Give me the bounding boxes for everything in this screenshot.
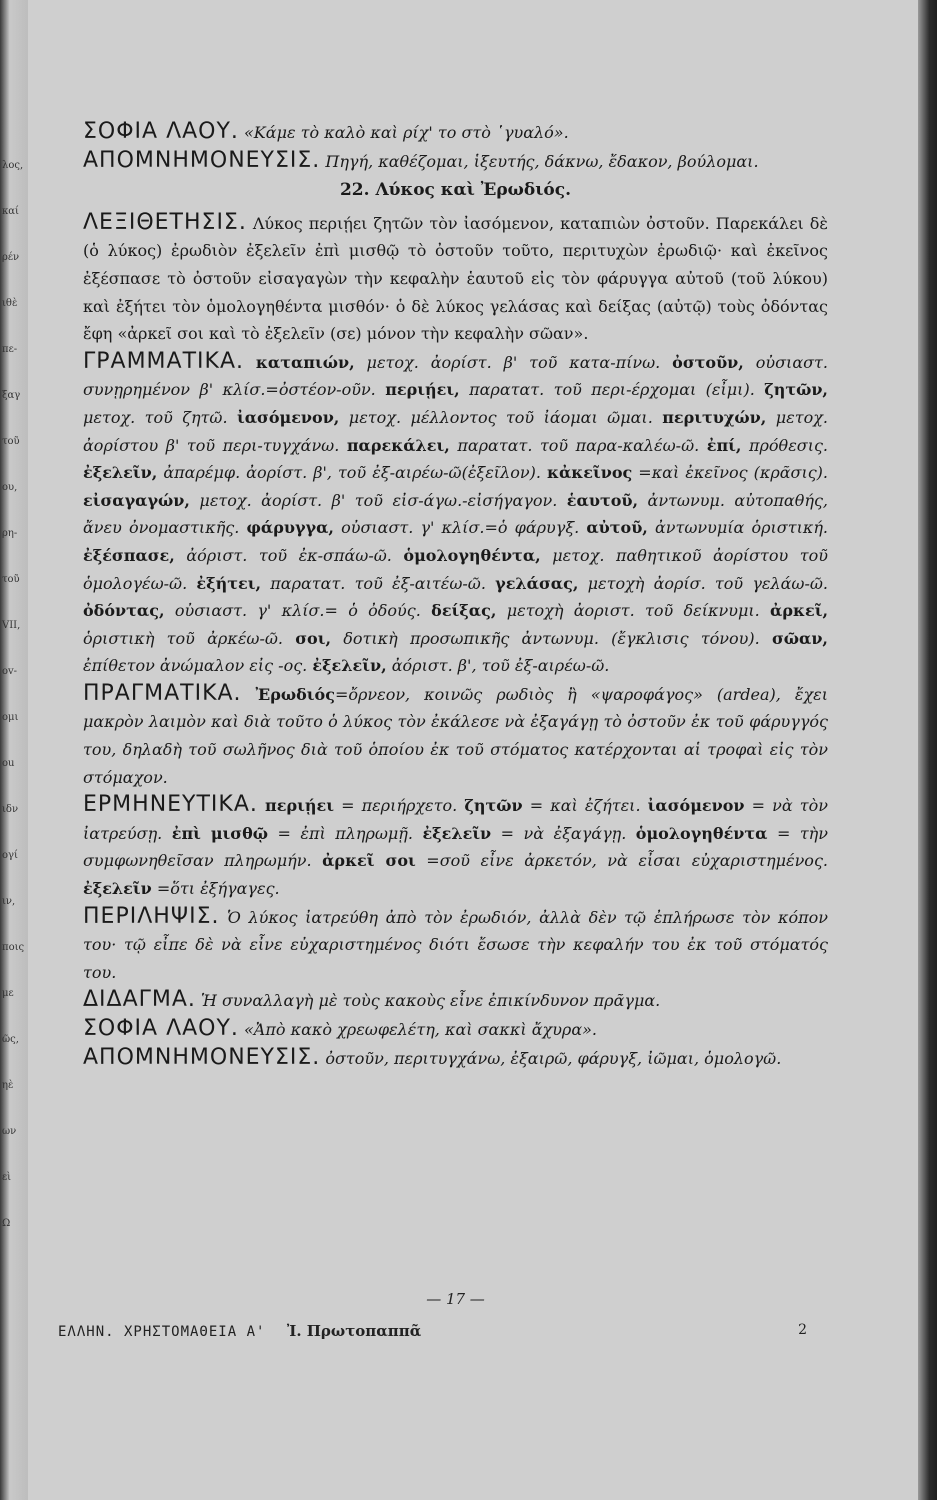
term: ὀδόντας,: [83, 601, 165, 621]
note: μετοχὴ ἀορίσ. τοῦ γελάω-ῶ.: [587, 573, 829, 593]
note: = καὶ ἐζήτει.: [529, 796, 641, 816]
note: παρατατ. τοῦ παρα-καλέω-ῶ.: [457, 435, 700, 455]
margin-fragment: καί: [2, 206, 19, 217]
term: ἐξελεῖν,: [312, 656, 387, 676]
section-label: ΑΠΟΜΝΗΜΟΝΕΥΣΙΣ.: [83, 147, 321, 173]
term: περιῄει: [265, 796, 334, 816]
term: δείξας,: [431, 601, 497, 621]
term: περιῄει,: [385, 380, 460, 400]
margin-fragment: ων: [2, 1126, 17, 1137]
note: δοτικὴ προσωπικῆς ἀντωνυμ. (ἔγκλισις τόνου).: [343, 628, 760, 648]
note: μετοχ. ἀορίστ. β' τοῦ εἰσ-άγω.-εἰσήγαγον.: [199, 490, 558, 510]
note: μετοχ. ἀορίστ. β' τοῦ κατα-πίνω.: [366, 352, 661, 372]
margin-fragment: ιθὲ: [2, 298, 18, 309]
section-label: ΕΡΜΗΝΕΥΤΙΚΑ.: [83, 792, 258, 818]
adjacent-page-edge: [0, 0, 28, 1500]
term: ἀρκεῖ σοι: [322, 851, 416, 871]
note: ἀόριστ. β', τοῦ ἐξ-αιρέω-ῶ.: [391, 656, 610, 676]
note: =καὶ ἐκεῖνος (κρᾶσις).: [638, 463, 829, 483]
term: παρεκάλει,: [346, 435, 450, 455]
section-text: «Ἀπὸ κακὸ χρεωφελέτη, καὶ σακκὶ ἄχυρα».: [244, 1020, 597, 1039]
note: ἀντωνυμία ὁριστική.: [655, 518, 828, 538]
section-label: ΠΕΡΙΛΗΨΙΣ.: [83, 903, 220, 929]
margin-fragment: ξαγ: [2, 390, 21, 401]
note: μετοχὴ ἀοριστ. τοῦ δείκνυμι.: [506, 601, 760, 621]
section-label: ΑΠΟΜΝΗΜΟΝΕΥΣΙΣ.: [83, 1044, 321, 1070]
term: σοι,: [295, 628, 332, 648]
margin-fragment: τοῦ: [2, 436, 20, 447]
term: ὁμολογηθέντα,: [403, 545, 541, 565]
margin-fragment: ηὲ: [2, 1080, 14, 1091]
folk-wisdom-1: [83, 118, 828, 147]
section-text: Λύκος περιῄει ζητῶν τὸν ἰασόμενον, καταπιὼν ὀστοῦν. Παρεκάλει δὲ (ὁ λύκος) ἐρωδιὸν ἐξελεῖν ἐπὶ μισθῷ τὸ ὀστοῦν τοῦτο, περιτυχὼν ἐρωδιῷ· καὶ ἐκεῖνος ἐξέσπασε τὸ ὀστοῦν εἰσαγαγὼν τὴν κεφαλὴν ἑαυτοῦ εἰς τὸν φάρυγγα αὐτοῦ (τοῦ λύκου) καὶ ἐξήτει τὸν ὁμολογηθέντα μισθόν· ὁ δὲ λύκος γελάσας καὶ δείξας (αὐτῷ) τοὺς ὀδόντας ἔφη «ἀρκεῖ σοι καὶ τὸ ἐξελεῖν (σε) μόνον τὴν κεφαλὴν σῶαν».: [83, 213, 829, 344]
note: μετοχ. μέλλοντος τοῦ ἰάομαι ῶμαι.: [348, 407, 653, 427]
section-label: ΣΟΦΙΑ ΛΑΟΥ.: [83, 119, 239, 144]
term: σῶαν,: [771, 628, 828, 648]
section-text: Ὁ λύκος ἰατρεύθη ἀπὸ τὸν ἐρωδιόν, ἀλλὰ δὲν τῷ ἐπλήρωσε τὸν κόπον του· τῷ εἶπε δὲ νὰ εἶνε εὐχαριστημένος διότι ἔσωσε τὴν κεφαλήν του ἐκ τοῦ στόματός του.: [83, 907, 828, 982]
lexithetisis: [83, 209, 828, 348]
footer-book-title: ΕΛΛΗΝ. ΧΡΗΣΤΟΜΑΘΕΙΑ Α': [58, 1324, 266, 1340]
term: ἰασόμενον: [647, 796, 745, 816]
interpretation-notes: [83, 791, 828, 902]
term: φάρυγγα,: [246, 518, 334, 538]
term: ἐξήτει,: [196, 573, 262, 593]
term: κἀκεῖνος: [546, 463, 633, 483]
book-page: [28, 0, 918, 1500]
note: ἀπαρέμφ. ἀορίστ. β', τοῦ ἐξ-αιρέω-ῶ(ἐξεῖλον).: [163, 463, 541, 483]
note: οὐσιαστ. γ' κλίσ.=ὁ φάρυγξ.: [341, 518, 580, 538]
note: =σοῦ εἶνε ἀρκετόν, νὰ εἶσαι εὐχαριστημένος.: [426, 851, 828, 871]
note: = περιήρχετο.: [341, 796, 458, 816]
margin-fragment: ιδν: [2, 804, 19, 815]
summary: [83, 903, 828, 987]
page-footer: [58, 1322, 828, 1340]
note: ὁριστικὴ τοῦ ἀρκέω-ῶ.: [83, 628, 283, 648]
note: οὐσιαστ. συνῃρημένον β' κλίσ.=ὀστέον-οῦν.: [83, 352, 828, 400]
page-content: [83, 118, 828, 1072]
margin-fragment: ογί: [2, 850, 18, 861]
term: αὐτοῦ,: [586, 518, 648, 538]
term: ἑαυτοῦ,: [566, 490, 639, 510]
term: ἐξέσπασε,: [83, 545, 175, 565]
note: παρατατ. τοῦ περι-έρχομαι (εἶμι).: [469, 380, 755, 400]
note: μετοχ. τοῦ ζητῶ.: [83, 407, 228, 427]
margin-fragment: ποις: [2, 942, 25, 953]
section-label: ΛΕΞΙΘΕΤΗΣΙΣ.: [83, 209, 247, 235]
section-text: Πηγή, καθέζομαι, ἱξευτής, δάκνω, ἔδακον, βούλομαι.: [325, 151, 759, 171]
note: ἀντωνυμ. αὐτοπαθής, ἄνευ ὀνομαστικῆς.: [83, 490, 829, 538]
margin-fragment: VII,: [2, 620, 21, 631]
moral: [83, 986, 828, 1015]
note: = νὰ τὸν ἰατρεύσῃ.: [83, 796, 829, 843]
section-text: ὀστοῦν, περιτυγχάνω, ἐξαιρῶ, φάρυγξ, ἰῶμαι, ὁμολογῶ.: [325, 1048, 782, 1068]
section-text: Ἡ συναλλαγὴ μὲ τοὺς κακοὺς εἶνε ἐπικίνδυνον πρᾶγμα.: [201, 991, 661, 1011]
note: μετοχ. ἀορίστου β' τοῦ περι-τυγχάνω.: [83, 407, 829, 455]
margin-fragment: ρη-: [2, 528, 18, 539]
term: ζητῶν,: [764, 380, 828, 400]
folk-wisdom-2: [83, 1015, 828, 1044]
margin-fragment: εὶ: [2, 1172, 12, 1183]
section-label: ΣΟΦΙΑ ΛΑΟΥ.: [83, 1016, 239, 1041]
section-label: ΓΡΑΜΜΑΤΙΚΑ.: [83, 348, 244, 374]
note: ἀόριστ. τοῦ ἐκ-σπάω-ῶ.: [186, 545, 392, 565]
grammar-notes: [83, 348, 828, 680]
term: ἐπὶ μισθῷ: [171, 823, 269, 843]
footer-signature-mark: 2: [798, 1322, 808, 1338]
term: Ἐρωδιός: [255, 684, 335, 704]
term: ἐξελεῖν: [422, 823, 492, 843]
section-label: ΠΡΑΓΜΑΤΙΚΑ.: [83, 680, 242, 706]
note: μετοχ. παθητικοῦ ἀορίστου τοῦ ὁμολογέω-ῶ.: [83, 545, 828, 593]
margin-fragment: πε-: [2, 344, 18, 355]
page-number: — 17 —: [426, 1290, 485, 1308]
note: = ἐπὶ πληρωμῇ.: [277, 823, 413, 843]
term: ἐξελεῖν: [83, 879, 152, 899]
term: ὁμολογηθέντα: [635, 823, 768, 843]
term: ζητῶν: [464, 796, 523, 816]
section-text: «Κάμε τὸ καλὸ καὶ ρίχ' το στὸ ῾γυαλό».: [244, 123, 569, 142]
margin-fragment: ov-: [2, 666, 18, 677]
story-title: 22. Λύκος καὶ Ἐρωδιός.: [339, 180, 572, 201]
note: πρόθεσις.: [749, 435, 829, 455]
margin-fragment: με: [2, 988, 14, 999]
note: = τὴν συμφωνηθεῖσαν πληρωμήν.: [83, 823, 828, 871]
term: ἀρκεῖ,: [770, 601, 829, 621]
book-spine-shadow: [918, 0, 937, 1500]
term: ἐξελεῖν,: [83, 463, 158, 483]
term: ὀστοῦν,: [672, 352, 744, 372]
margin-fragment: Ω: [2, 1218, 11, 1229]
pragmatika: [83, 680, 828, 791]
term: καταπιών,: [255, 352, 355, 372]
note: ἐπίθετον ἀνώμαλον εἰς -ος.: [83, 656, 308, 676]
margin-fragment: ρέν: [2, 252, 20, 263]
section-text: =ὄρνεον, κοινῶς ρωδιὸς ἢ «ψαροφάγος» (ardea), ἔχει μακρὸν λαιμὸν καὶ διὰ τοῦτο ὁ λύκος τὸν ἐκάλεσε νὰ ἐξαγάγῃ τὸ ὀστοῦν ἐκ τοῦ φάρυγγός του, δηλαδὴ τοῦ σωλῆνος διὰ τοῦ ὁποίου ἐκ τοῦ στόματος κατέρχονται αἱ τροφαὶ εἰς τὸν στόμαχον.: [83, 684, 829, 787]
note: παρατατ. τοῦ ἐξ-αιτέω-ῶ.: [270, 573, 486, 593]
term: περιτυχών,: [662, 407, 767, 427]
margin-fragment: ιν,: [2, 896, 16, 907]
note: οὐσιαστ. γ' κλίσ.= ὁ ὀδούς.: [174, 601, 421, 621]
note: =ὅτι ἐξήγαγες.: [156, 879, 280, 899]
note: = νὰ ἐξαγάγῃ.: [500, 823, 627, 843]
margin-fragment: λος,: [2, 160, 24, 171]
margin-fragment: ῶς,: [2, 1034, 19, 1045]
memorization-2: [83, 1044, 828, 1073]
memorization-1: [83, 147, 828, 176]
term: γελάσας,: [495, 573, 579, 593]
margin-fragment: ομι: [2, 712, 19, 723]
term: εἰσαγαγών,: [83, 490, 190, 510]
margin-fragment: τοῦ: [2, 574, 20, 585]
term: ἐπί,: [706, 435, 742, 455]
section-label: ΔΙΔΑΓΜΑ.: [83, 987, 196, 1013]
margin-fragment: ou: [2, 758, 15, 769]
margin-fragment: ου,: [2, 482, 18, 493]
footer-author: Ἰ. Πρωτοπαππᾶ: [286, 1322, 422, 1340]
term: ἰασόμενον,: [236, 407, 340, 427]
